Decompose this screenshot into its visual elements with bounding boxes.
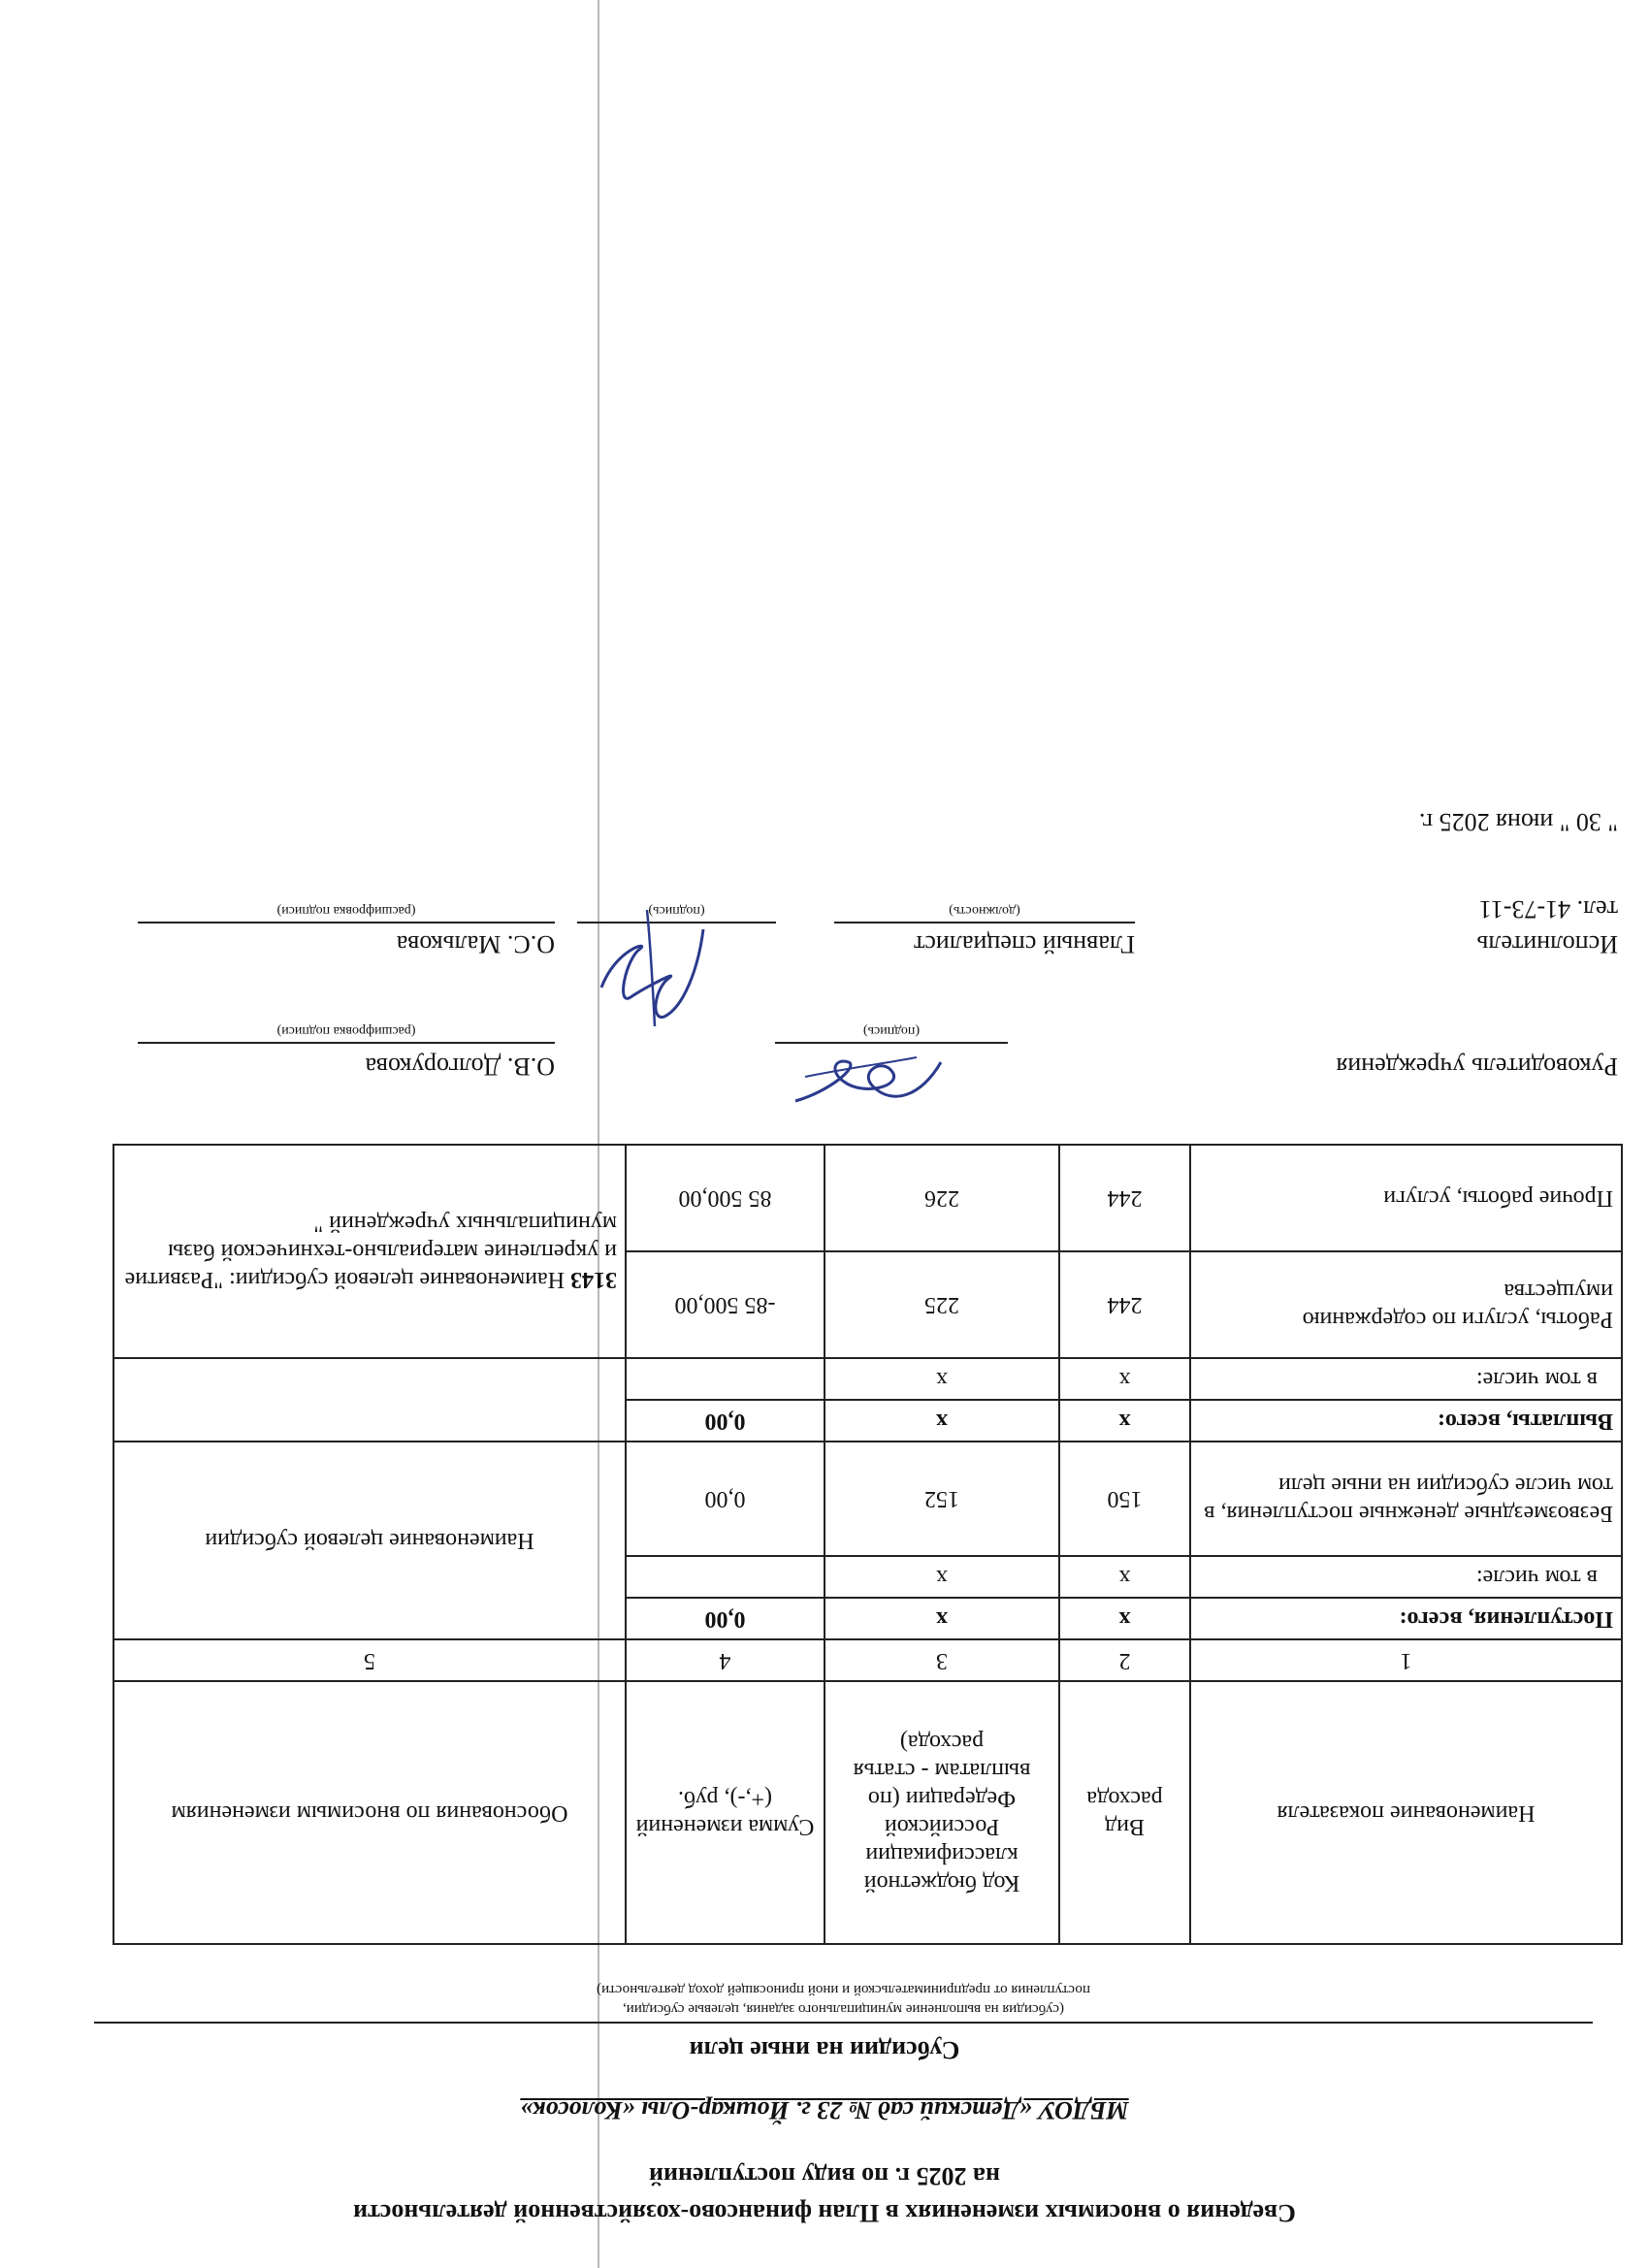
payments-incl-code: х bbox=[824, 1358, 1059, 1400]
receipts-row-vr: 150 bbox=[1059, 1442, 1190, 1556]
header-indicator: Наименование показателя bbox=[1190, 1681, 1622, 1944]
column-number: 3 bbox=[824, 1639, 1059, 1681]
payment-row-amount: 85 500,00 bbox=[626, 1145, 824, 1251]
payments-total-code: х bbox=[824, 1400, 1059, 1442]
document-title-line1: Сведения о вносимых изменениях в План финансово-хозяйственной деятельности bbox=[353, 2199, 1296, 2227]
payment-row-amount: -85 500,00 bbox=[626, 1251, 824, 1358]
receipts-total-amount: 0,00 bbox=[626, 1598, 824, 1639]
column-number-row bbox=[113, 1639, 1622, 1681]
payments-incl-amount bbox=[626, 1358, 824, 1400]
payment-row-code: 225 bbox=[824, 1251, 1059, 1358]
receipts-incl-label: в том числе: bbox=[1190, 1556, 1622, 1598]
executor-position: Главный специалист bbox=[913, 930, 1135, 958]
payment-row-label: Прочие работы, услуги bbox=[1190, 1145, 1622, 1251]
receipts-total-code: х bbox=[824, 1598, 1059, 1639]
subsection-title: Субсидии на иные цели bbox=[689, 2036, 960, 2064]
organization-name bbox=[155, 2093, 1494, 2126]
receipts-total-label: Поступления, всего: bbox=[1190, 1598, 1622, 1639]
header-expense-type: Вид расхода bbox=[1059, 1681, 1190, 1944]
receipts-row-amount: 0,00 bbox=[626, 1442, 824, 1556]
receipts-justification: Наименование целевой субсидии bbox=[113, 1442, 626, 1639]
head-name-line bbox=[138, 1042, 555, 1044]
payment-justification-code: 3143 bbox=[570, 1267, 617, 1293]
table-header-row bbox=[113, 1681, 1622, 1944]
column-number: 2 bbox=[1059, 1639, 1190, 1681]
head-name: О.В. Долгорукова bbox=[365, 1053, 555, 1081]
payments-incl-label: в том числе: bbox=[1190, 1358, 1622, 1400]
receipts-incl-code: х bbox=[824, 1556, 1059, 1598]
receipts-incl-vr: х bbox=[1059, 1556, 1190, 1598]
payments-total-row bbox=[113, 1400, 1622, 1442]
payment-row-vr: 244 bbox=[1059, 1251, 1190, 1358]
payment-justification bbox=[113, 1145, 626, 1358]
receipts-total-row bbox=[113, 1598, 1622, 1639]
header-budget-code: Код бюджетной классификации Российской Федерации (по выплатам - статья расхода) bbox=[824, 1681, 1059, 1944]
document-title-line2: на 2025 г. по виду поступлений bbox=[649, 2162, 1001, 2190]
payment-justification-text: Наименование целевой субсидии: "Развитие и укрепление материально-технической базы муниципальных учреждений " bbox=[124, 1211, 617, 1293]
head-signature-caption: (подпись) bbox=[862, 1023, 921, 1038]
document-date: " 30 " июня 2025 г. bbox=[1418, 808, 1618, 836]
executor-position-line bbox=[834, 922, 1135, 923]
payment-row bbox=[113, 1251, 1622, 1358]
payment-row-vr: 244 bbox=[1059, 1145, 1190, 1251]
executor-signature-caption: (подпись) bbox=[648, 903, 705, 918]
executor-label: Исполнитель bbox=[1476, 930, 1618, 958]
changes-table bbox=[113, 1144, 1623, 1945]
head-label: Руководитель учреждения bbox=[1336, 1053, 1618, 1081]
column-number: 4 bbox=[626, 1639, 824, 1681]
payments-total-amount: 0,00 bbox=[626, 1400, 824, 1442]
note-line1: (субсидия на выполнение муниципального задания, целевые субсидии, bbox=[623, 2001, 1064, 2017]
payment-row-label: Работы, услуги по содержанию имущества bbox=[1190, 1251, 1622, 1358]
receipts-total-vr: х bbox=[1059, 1598, 1190, 1639]
head-name-caption: (расшифровка подписи) bbox=[276, 1023, 416, 1038]
subsection-rule bbox=[94, 2022, 1593, 2024]
executor-phone: тел. 41-73-11 bbox=[1478, 895, 1618, 923]
column-number: 1 bbox=[1190, 1639, 1622, 1681]
payments-incl-vr: х bbox=[1059, 1358, 1190, 1400]
column-number: 5 bbox=[113, 1639, 626, 1681]
receipts-row-label: Безвозмездные денежные поступления, в том числе субсидии на иные цели bbox=[1190, 1442, 1622, 1556]
receipts-incl-amount bbox=[626, 1556, 824, 1598]
executor-name-caption: (расшифровка подписи) bbox=[276, 903, 416, 918]
head-signature-image bbox=[786, 1038, 951, 1116]
payments-total-justification bbox=[113, 1358, 626, 1442]
header-justification: Обоснования по вносимым изменениям bbox=[113, 1681, 626, 1944]
payment-row-code: 226 bbox=[824, 1145, 1059, 1251]
executor-position-caption: (должность) bbox=[949, 903, 1020, 918]
note-line2: поступления от предпринимательской и иной приносящей доход деятельности) bbox=[597, 1982, 1090, 1997]
executor-signature-image bbox=[587, 900, 723, 1046]
receipts-row-code: 152 bbox=[824, 1442, 1059, 1556]
payments-total-label: Выплаты, всего: bbox=[1190, 1400, 1622, 1442]
executor-name-line bbox=[138, 922, 555, 923]
header-amount: Сумма изменений (+,-), руб. bbox=[626, 1681, 824, 1944]
organization-name-text: МБДОУ «Детский сад № 23 г. Йошкар-Олы «Колосок» bbox=[520, 2096, 1129, 2124]
payments-total-vr: х bbox=[1059, 1400, 1190, 1442]
executor-name: О.С. Малькова bbox=[396, 930, 555, 958]
